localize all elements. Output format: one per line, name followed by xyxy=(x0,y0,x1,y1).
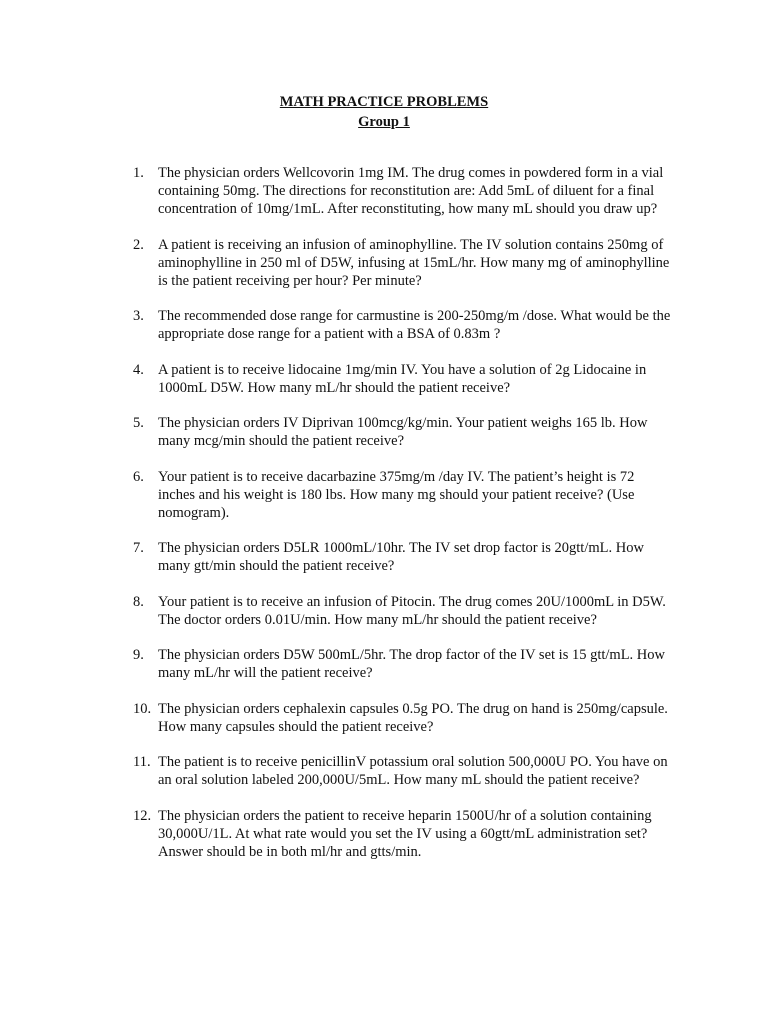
problem-item xyxy=(133,807,673,861)
problem-text: Your patient is to receive dacarbazine 375mg/m /day IV. The patient’s height is 72 inches and his weight is 180 lbs. How many mg should your patient receive? (Use nomogram). xyxy=(158,468,635,521)
page-subtitle: Group 1 xyxy=(358,114,410,130)
problem-text: The patient is to receive penicillinV potassium oral solution 500,000U PO. You have on an oral solution labeled 200,000U/5mL. How many mL should the patient receive? xyxy=(158,754,668,788)
problem-number: 11. xyxy=(133,754,151,770)
problem-item xyxy=(133,539,673,575)
problem-text: The recommended dose range for carmustine is 200-250mg/m /dose. What would be the appropriate dose range for a patient with a BSA of 0.83m ? xyxy=(158,308,671,342)
problem-item xyxy=(133,753,673,789)
problem-text: The physician orders D5W 500mL/5hr. The drop factor of the IV set is 15 gtt/mL. How many mL/hr will the patient receive? xyxy=(158,647,666,681)
problem-text: The physician orders cephalexin capsules 0.5g PO. The drug on hand is 250mg/capsule. How many capsules should the patient receive? xyxy=(158,700,668,735)
page-title: MATH PRACTICE PROBLEMS xyxy=(279,94,489,110)
problem-number: 2. xyxy=(133,236,144,253)
problem-text: The physician orders the patient to receive heparin 1500U/hr of a solution containing 30,000U/1L. At what rate would you set the IV using a 60gtt/mL administration set? Answer should be in both ml/hr and gtts/min. xyxy=(158,807,652,860)
problem-item xyxy=(133,414,673,450)
problem-item xyxy=(133,646,673,682)
problem-item xyxy=(133,593,673,629)
problem-number: 6. xyxy=(133,468,144,485)
problem-number: 9. xyxy=(133,647,144,663)
problem-item xyxy=(133,468,673,522)
problem-number: 4. xyxy=(133,361,144,378)
problem-item xyxy=(133,361,673,397)
problem-text: A patient is to receive lidocaine 1mg/min IV. You have a solution of 2g Lidocaine in 1000mL D5W. How many mL/hr should the patient receive? xyxy=(158,361,647,396)
problem-text: The physician orders D5LR 1000mL/10hr. The IV set drop factor is 20gtt/mL. How many gtt/min should the patient receive? xyxy=(158,540,644,574)
problem-text: The physician orders IV Diprivan 100mcg/kg/min. Your patient weighs 165 lb. How many mcg/min should the patient receive? xyxy=(158,415,648,449)
problem-number: 12. xyxy=(133,807,152,824)
problem-list xyxy=(133,164,673,878)
problem-number: 1. xyxy=(133,165,144,181)
problem-item xyxy=(133,236,673,290)
problem-number: 7. xyxy=(133,540,144,556)
problem-number: 5. xyxy=(133,415,144,431)
problem-item xyxy=(133,700,673,736)
problem-number: 10. xyxy=(133,700,152,717)
problem-number: 8. xyxy=(133,593,144,610)
problem-number: 3. xyxy=(133,308,144,324)
problem-item xyxy=(133,164,673,218)
problem-text: Your patient is to receive an infusion of Pitocin. The drug comes 20U/1000mL in D5W. The doctor orders 0.01U/min. How many mL/hr should the patient receive? xyxy=(158,593,666,628)
problem-text: A patient is receiving an infusion of aminophylline. The IV solution contains 250mg of aminophylline in 250 ml of D5W, infusing at 15mL/hr. How many mg of aminophylline is the patient receiving per hour? Per minute? xyxy=(158,236,670,289)
problem-text: The physician orders Wellcovorin 1mg IM. The drug comes in powdered form in a vial containing 50mg. The directions for reconstitution are: Add 5mL of diluent for a final concentration of 10mg/1mL. After reconstituting, how many mL should you draw up? xyxy=(158,165,664,217)
problem-item xyxy=(133,307,673,343)
